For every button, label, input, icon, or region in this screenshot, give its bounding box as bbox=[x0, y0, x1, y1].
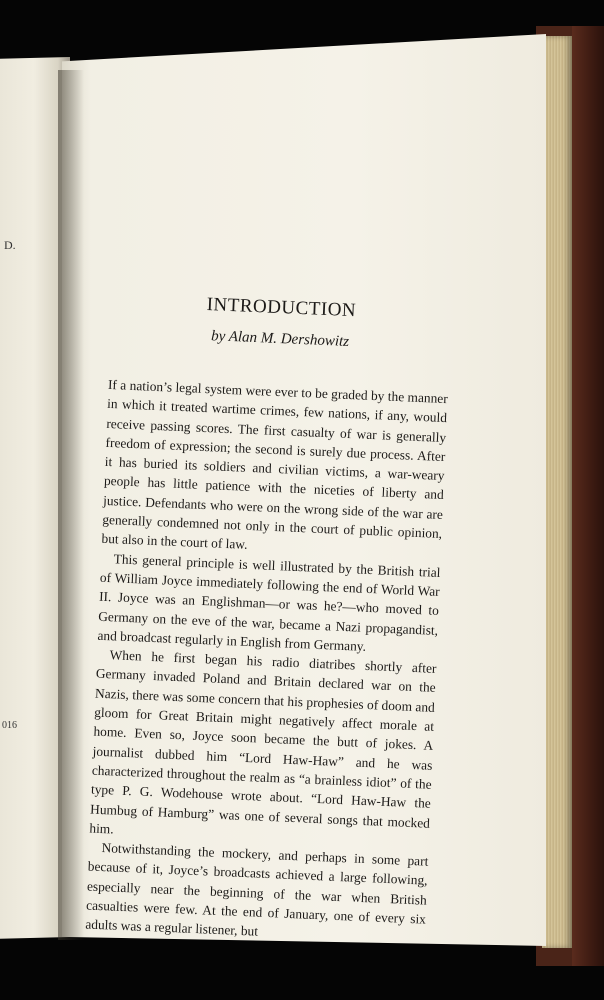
chapter-title: INTRODUCTION bbox=[206, 293, 357, 322]
page-content bbox=[85, 290, 452, 948]
paragraph: If a nation’s legal system were ever to be graded by the manner in which it treated wartime crimes, few nations, if any, would receive passing scores. The first casualty of war is generally freedom of expression; the second is surely due process. After it has buried its soldiers and civilian victims, a war-weary people has little patience with the niceties of liberty and justice. Defendants who were on the wrong side of the war are generally condemned not only in the court of public opinion, but also in the court of law. bbox=[101, 376, 449, 553]
left-page-fragment-bottom: 016 bbox=[2, 720, 17, 731]
page-edges bbox=[542, 36, 572, 948]
left-page-fragment-top: D. bbox=[4, 238, 16, 252]
paragraph: Notwithstanding the mockery, and perhaps in some part because of it, Joyce’s broadcasts achieved a large following, especially near the beginning of the war when British casualties were few. At the end of January, one of every six adults was a regular listener, but bbox=[85, 840, 429, 939]
book-edge bbox=[536, 26, 604, 966]
chapter-byline: by Alan M. Dershowitz bbox=[210, 328, 350, 350]
body-text bbox=[85, 375, 448, 948]
book-cover bbox=[572, 26, 604, 966]
book-gutter bbox=[58, 70, 84, 940]
paragraph: When he first began his radio diatribes shortly after Germany invaded Poland and Britain declared war on the Nazis, there was some concern that his prophesies of doom and gloom for Great Britain might negatively affect morale at home. Even so, Joyce soon became the butt of jokes. A journalist dubbed him “Lord Haw-Haw” and he was characterized throughout the realm as “a brainless idiot” of the type P. G. Wodehouse wrote about. “Lord Haw-Haw the Humbug of Hamburg” was one of several songs that mocked him. bbox=[89, 647, 437, 837]
paragraph: This general principle is well illustrated by the British trial of William Joyce immediately following the end of World War II. Joyce was an Englishman—or was he?—who moved to Germany on the eve of the war, became a Nazi propagandist, and broadcast regularly in English from Germany. bbox=[97, 550, 441, 654]
